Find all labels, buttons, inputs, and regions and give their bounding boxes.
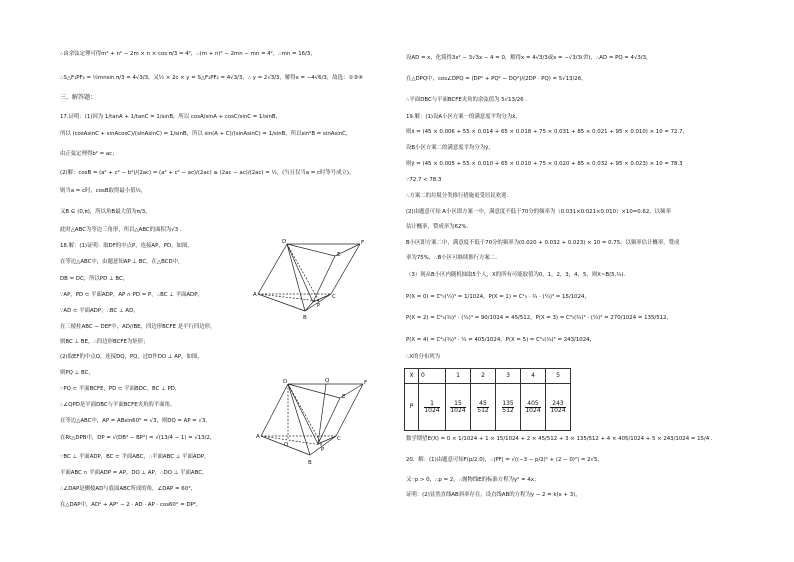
vertex-label: C xyxy=(337,436,341,442)
table-cell xyxy=(471,384,496,431)
text-line: 则当a = c时，cosB取得最小值½， xyxy=(60,188,147,194)
vertex-label: Q xyxy=(325,378,330,384)
vertex-label: E xyxy=(342,394,346,400)
text-line: ∴平面DBC与平面BCFE夹角的余弦值为 5√13/26 . xyxy=(406,97,528,103)
text-line: 所以 (cosAsinC + sinAcosC)/(sinAsinC) = 1/sinB，所以 sin(A + C)/(sinAsinC) = 1/sinB，所以sin²B = sinAsinC， xyxy=(60,131,352,137)
vertex-label: B xyxy=(303,315,307,321)
vertex-label: A xyxy=(253,292,257,298)
vertex-label: P xyxy=(321,447,325,453)
vertex-label: C xyxy=(332,294,336,300)
text-line: 数学期望E(X) = 0 × 1/1024 + 1 × 15/1024 + 2 × 45/512 + 3 × 135/512 + 4 × 405/1024 + 5 × 243/1024 = 15/4 . xyxy=(406,436,713,442)
text-line: 率为75%，∴B小区可继续推行方案二. xyxy=(406,255,497,261)
vertex-label: F xyxy=(364,380,368,386)
text-line: (2)由题意可知 A小区即方案一中，满意度不低于70分的频率为（0.031×0.021×0.010）×10=0.62，以频率 xyxy=(406,209,671,215)
text-line: ∵AD ⊂ 平面ADP，∴BC ⊥ AD， xyxy=(60,308,139,314)
denominator: 1024 xyxy=(525,406,541,414)
denominator: 512 xyxy=(477,406,489,414)
text-line: ∵AP，PD ⊂ 平面ADP，AP ∩ PD = P，∴BC ⊥ 平面ADP， xyxy=(60,292,203,298)
vertex-label: F xyxy=(361,240,365,246)
table-row xyxy=(405,384,571,431)
text-line: 则BC ⊥ BE，∴四边形BCFE为矩形； xyxy=(60,339,149,345)
text-line: 设AD = x，化简得3x² − 3√3x − 4 = 0，解得x = 4√3/3或x = −√3/3(舍)，∴AD = PQ = 4√3/3， xyxy=(406,55,652,61)
numerator: 243 xyxy=(552,399,564,407)
prism-figure-2 xyxy=(258,376,373,466)
table-cell: 1 xyxy=(446,369,471,384)
text-line: P(X = 2) = C²₅(¾)² · (¼)³ = 90/1024 = 45/512，P(X = 3) = C³₅(¾)³ · (¼)² = 270/1024 = 135/512， xyxy=(406,315,672,321)
text-line: (2)解：cosB = (a² + c² − b²)/(2ac) = (a² + c² − ac)/(2ac) ≥ (2ac − ac)/(2ac) = ½，(当且仅当a = c时等号成立)， xyxy=(60,170,355,176)
text-line: B小区即方案二中，满意度不低于70分的频率为(0.020 + 0.032 + 0.023) × 10 = 0.75，以频率估计概率，赞成 xyxy=(406,240,680,246)
table-cell xyxy=(496,384,521,431)
vertex-label: P xyxy=(317,303,321,309)
text-line: ∵PQ ⊂ 平面BCFE，PD ⊂ 平面BDC，BC ⊥ PD， xyxy=(60,386,181,392)
denominator: 1024 xyxy=(424,406,440,414)
text-line: DB = DC，所以PD ⊥ BC， xyxy=(60,276,129,282)
text-line: 在△DPQ中，cos∠DPQ = (DP² + PQ² − DQ²)/(2DP · PQ) = 5√13/26， xyxy=(406,76,587,82)
section-heading: 三、解答题： xyxy=(60,94,97,101)
text-line: ∵72.7 < 78.3 xyxy=(406,177,442,183)
table-row xyxy=(405,369,571,384)
text-line: 则ȳ = (45 × 0.005 + 55 × 0.010 + 65 × 0.010 + 75 × 0.020 + 85 × 0.032 + 95 × 0.023) × 10 = 78.3 xyxy=(406,161,683,167)
text-line: P(X = 4) = C⁴₅(¾)⁴ · ¼ = 405/1024，P(X = 5) = C⁵₅(¾)⁵ = 243/1024， xyxy=(406,337,595,343)
table-cell xyxy=(446,384,471,431)
text-line: 在等边△ABC中，由题意知AP ⊥ BC，在△BCD中， xyxy=(60,259,184,265)
distribution-table xyxy=(404,368,571,431)
text-line: ∴X的分布列为 xyxy=(406,354,441,360)
text-line: ∵BC ⊥ 平面ADP，BC ⊂ 平面ABC，∴平面ABC ⊥ 平面ADP， xyxy=(60,454,210,460)
text-line: （3）现从B小区内随机抽取5个人，X的所有可能取值为0，1，2，3，4，5，则X~B(5,¾). xyxy=(406,272,626,278)
text-line: ∴S△F₁PF₂ = ½mnsin π/3 = 4√3/3，又½ × 2c × y = S△F₁PF₂ = 4√3/3，∴ y = 2√3/3，解得x = −4√6/3，故选：①③④ xyxy=(60,75,363,81)
denominator: 512 xyxy=(502,406,514,414)
vertex-label: D xyxy=(282,239,287,245)
prism-figure-1 xyxy=(255,236,370,320)
text-line: ∴由余弦定理可得m² + n² − 2m × n × cos π/3 = 4²，∴(m + n)² − 2mn − mn = 4²，∴mn = 16/3， xyxy=(60,51,316,57)
denominator: 1024 xyxy=(450,406,466,414)
table-header-cell: X xyxy=(405,369,419,384)
text-line: 19.解：(1)设A小区方案一的满意度平均分为x̄， xyxy=(406,114,521,120)
text-line: 在△DAP中，AD² + AP² − 2 · AD · AP · cos60° = DP²， xyxy=(60,502,202,508)
text-line: 在Rt△DPB中，DP = √(DB² − BP²) = √(13/4 − 1) = √13/2， xyxy=(60,435,216,441)
text-line: 设B小区方案二的满意度平均分为ȳ， xyxy=(406,145,494,151)
numerator: 45 xyxy=(479,399,487,407)
vertex-label: B xyxy=(308,460,312,466)
text-line: 估计概率，赞成率为62%. xyxy=(406,224,469,230)
numerator: 405 xyxy=(527,399,539,407)
text-line: 又B ∈ (0,π)，所以角B最大值为π/3， xyxy=(60,209,151,215)
text-line: 则PQ ⊥ BC， xyxy=(60,370,94,376)
table-cell xyxy=(419,384,446,431)
vertex-label: E xyxy=(337,252,341,258)
table-cell: 2 xyxy=(471,369,496,384)
numerator: 1 xyxy=(424,401,439,408)
numerator: 15 xyxy=(450,401,465,408)
text-line: 又∵p > 0，∴p = 2，∴抛物线E的标准方程为y² = 4x； xyxy=(406,477,540,483)
text-line: 由正弦定理得b² = ac； xyxy=(60,151,118,157)
numerator: 135 xyxy=(502,399,514,407)
text-line: 20．解：(1)由题意可知F(p/2,0)，∴|PF| = √((−3 − p/2)² + (2 − 0)²) = 2√5， xyxy=(406,457,603,463)
table-cell: 0 xyxy=(419,369,446,384)
text-line: ∴方案二的垃圾分类推行措施更受居民欢迎. xyxy=(406,193,509,199)
denominator: 1024 xyxy=(550,406,566,414)
text-line: 此时△ABC为等边三角形，所以△ABC的面积为√3 . xyxy=(60,227,182,233)
vertex-label: D xyxy=(283,379,288,385)
table-cell: 3 xyxy=(496,369,521,384)
table-cell xyxy=(521,384,546,431)
table-cell xyxy=(546,384,571,431)
text-line: 在三棱柱ABC − DEF中，AD//BE，四边形BCFE 是平行四边形， xyxy=(60,324,216,330)
text-line: P(X = 0) = C⁰₅(¼)⁵ = 1/1024，P(X = 1) = C¹₅ · ¾ · (¼)⁴ = 15/1024， xyxy=(406,294,590,300)
text-line: 在等边△ABC中，AP = ABsin60° = √3，则DQ = AP = √3， xyxy=(60,418,211,424)
vertex-label: A xyxy=(256,434,260,440)
table-cell: 5 xyxy=(546,369,571,384)
table-header-cell: P xyxy=(405,384,419,431)
text-line: ∴∠DAP是侧棱AD与底面ABC所成的角，∠DAP = 60°， xyxy=(60,486,197,492)
text-line: (2)取EF的中点Q，连接DQ，PQ，过D作DO ⊥ AP，如图， xyxy=(60,354,203,360)
text-line: 17.证明：(1)因为 1/tanA + 1/tanC = 1/sinB，所以 cosA/sinA + cosC/sinC = 1/sinB， xyxy=(60,114,281,120)
text-line: ∴∠QPD是平面DBC与平面BCFE夹角的平面角， xyxy=(60,402,176,408)
text-line: 则x̄ = (45 × 0.006 + 55 × 0.014 + 65 × 0.018 + 75 × 0.031 + 85 × 0.021 + 95 × 0.010) × 10 = 72.7， xyxy=(406,129,689,135)
vertex-label: O xyxy=(284,442,289,448)
text-line: 18.解：(1)证明：取DF的中点P，连接AP，PD，如图， xyxy=(60,243,193,249)
text-line: 平面ABC ∩ 平面ADP = AP，DO ⊥ AP，∴DO ⊥ 平面ABC， xyxy=(60,470,208,476)
text-line: 证明：(2)显然直线AB斜率存在，设直线AB的方程为y − 2 = k(x + 3)， xyxy=(406,492,581,498)
table-cell: 4 xyxy=(521,369,546,384)
